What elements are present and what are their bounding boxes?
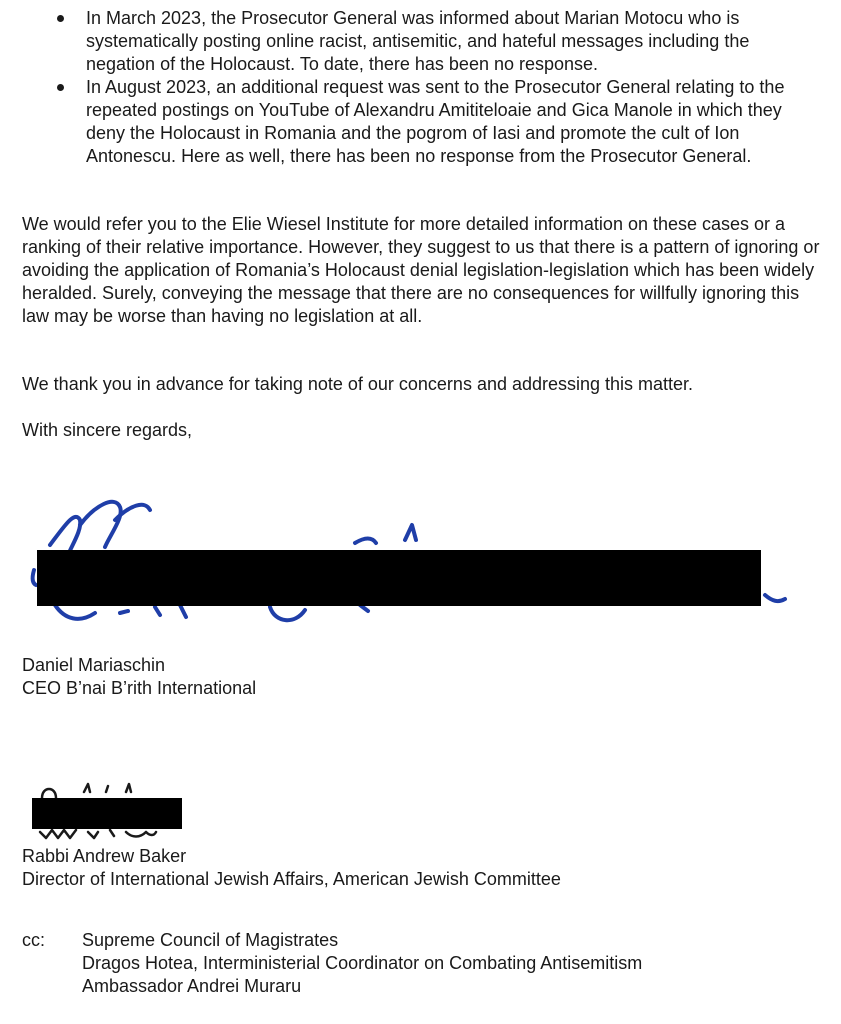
signatory-title: Director of International Jewish Affairs, American Jewish Committee <box>22 869 561 889</box>
cc-recipient: Ambassador Andrei Muraru <box>82 976 302 996</box>
cc-label: cc: <box>22 930 46 950</box>
bullet-text: In August 2023, an additional request was sent to the Prosecutor General relating to the repeated postings on YouTube of Alexandru Amititeloaie and Gica Manole in which they deny the Holocaust in Romania and the pogrom of Iasi and promote the cult of Ion Antonescu. Here as well, there has been no response from the Prosecutor General. <box>86 77 785 166</box>
body-paragraph-institute: We would refer you to the Elie Wiesel Institute for more detailed information on these cases or a ranking of their relative importance. However, they suggest to us that there is a pattern of ignoring or avoiding the application of Romania’s Holocaust denial legislation-legislation which has been widely heralded. Surely, conveying the message that there are no consequences for willfully ignoring this law may be worse than having no legislation at all. <box>22 214 820 326</box>
signatory-block <box>22 654 822 700</box>
signatory-name: Daniel Mariaschin <box>22 655 166 675</box>
bullet-dot-icon <box>57 84 64 91</box>
redaction-bar <box>32 798 182 829</box>
signatory-block <box>22 845 822 891</box>
cc-recipient: Supreme Council of Magistrates <box>82 930 339 950</box>
cc-recipient: Dragos Hotea, Interministerial Coordinator on Combating Antisemitism <box>82 953 643 973</box>
bullet-item <box>22 7 822 76</box>
bullet-item <box>22 76 822 168</box>
cc-recipient-list <box>82 929 822 998</box>
bullet-text: In March 2023, the Prosecutor General was informed about Marian Motocu who is systematically posting online racist, antisemitic, and hateful messages including the negation of the Holocaust. To date, there has been no response. <box>86 8 750 74</box>
closing-salutation: With sincere regards, <box>22 420 193 440</box>
bullet-dot-icon <box>57 15 64 22</box>
bullet-list <box>22 7 822 168</box>
signatory-name: Rabbi Andrew Baker <box>22 846 187 866</box>
body-paragraph-thanks: We thank you in advance for taking note of our concerns and addressing this matter. <box>22 374 694 394</box>
redaction-bar <box>37 550 761 606</box>
signatory-title: CEO B’nai B’rith International <box>22 678 257 698</box>
